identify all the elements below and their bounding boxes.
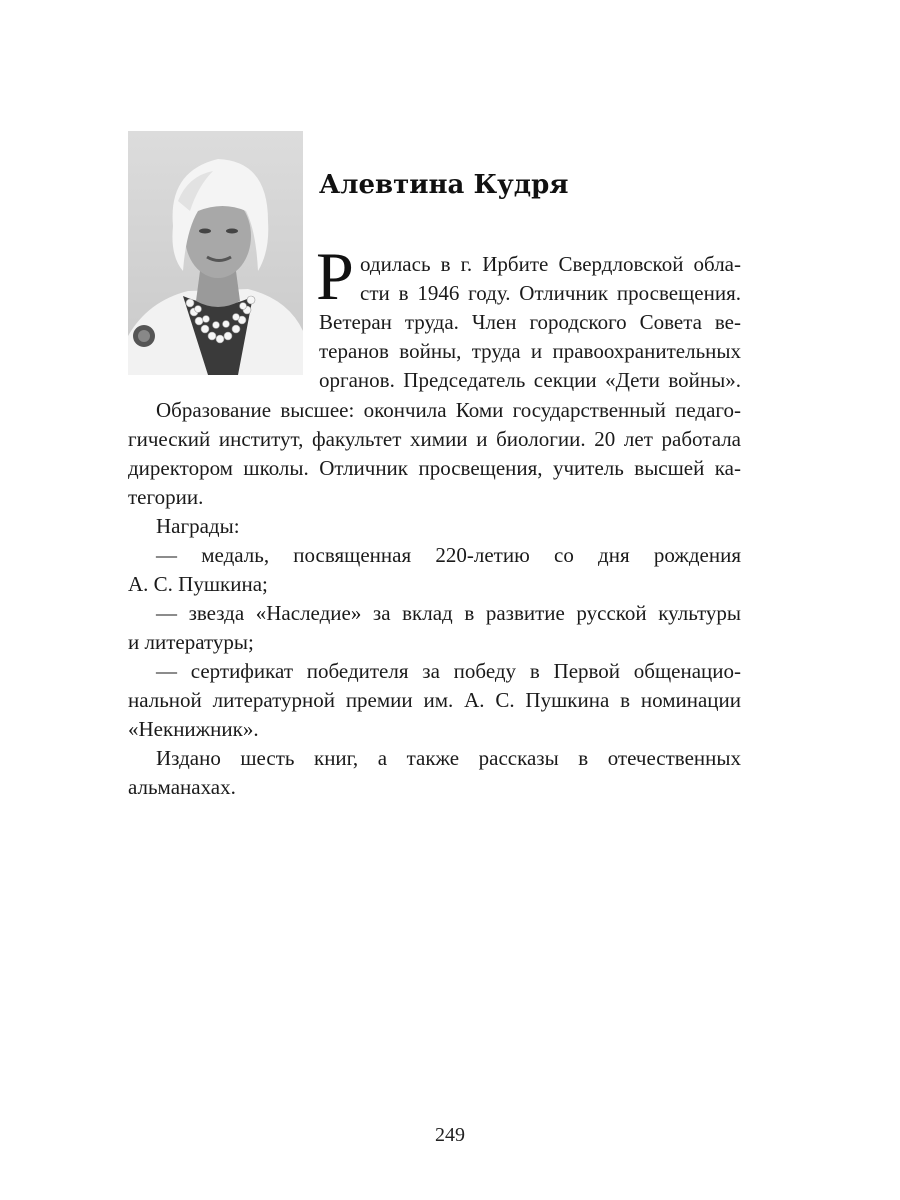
award-line: и литературы;: [128, 630, 254, 654]
bio-line: директором школы. Отличник просвещения, учитель высшей ка-: [128, 456, 741, 480]
award-line: А. С. Пушкина;: [128, 572, 268, 596]
award-line: — медаль, посвященная 220-летию со дня рождения: [156, 543, 741, 567]
bio-line: органов. Председатель секции «Дети войны».: [319, 368, 741, 392]
bio-line: Образование высшее: окончила Коми государственный педаго-: [156, 398, 741, 422]
bio-line: теранов войны, труда и правоохранительных: [319, 339, 741, 363]
bio-line: тегории.: [128, 485, 204, 509]
award-line: нальной литературной премии им. А. С. Пушкина в номинации: [128, 688, 741, 712]
portrait-illustration: [128, 131, 303, 375]
publications-line: альманахах.: [128, 775, 236, 799]
award-line: — сертификат победителя за победу в Первой общенацио-: [156, 659, 741, 683]
author-photo: [128, 131, 303, 375]
drop-cap: Р: [316, 238, 354, 314]
bio-line: Ветеран труда. Член городского Совета ве-: [319, 310, 741, 334]
bio-line: гический институт, факультет химии и биологии. 20 лет работала: [128, 427, 741, 451]
bio-line: сти в 1946 году. Отличник просвещения.: [360, 281, 741, 305]
publications-line: Издано шесть книг, а также рассказы в отечественных: [156, 746, 741, 770]
award-line: «Некнижник».: [128, 717, 259, 741]
awards-label: Награды:: [156, 514, 240, 538]
award-line: — звезда «Наследие» за вклад в развитие русской культуры: [156, 601, 741, 625]
author-name: Алевтина Кудря: [319, 170, 569, 200]
page-number: 249: [435, 1124, 465, 1146]
bio-line: одилась в г. Ирбите Свердловской обла-: [360, 252, 741, 276]
